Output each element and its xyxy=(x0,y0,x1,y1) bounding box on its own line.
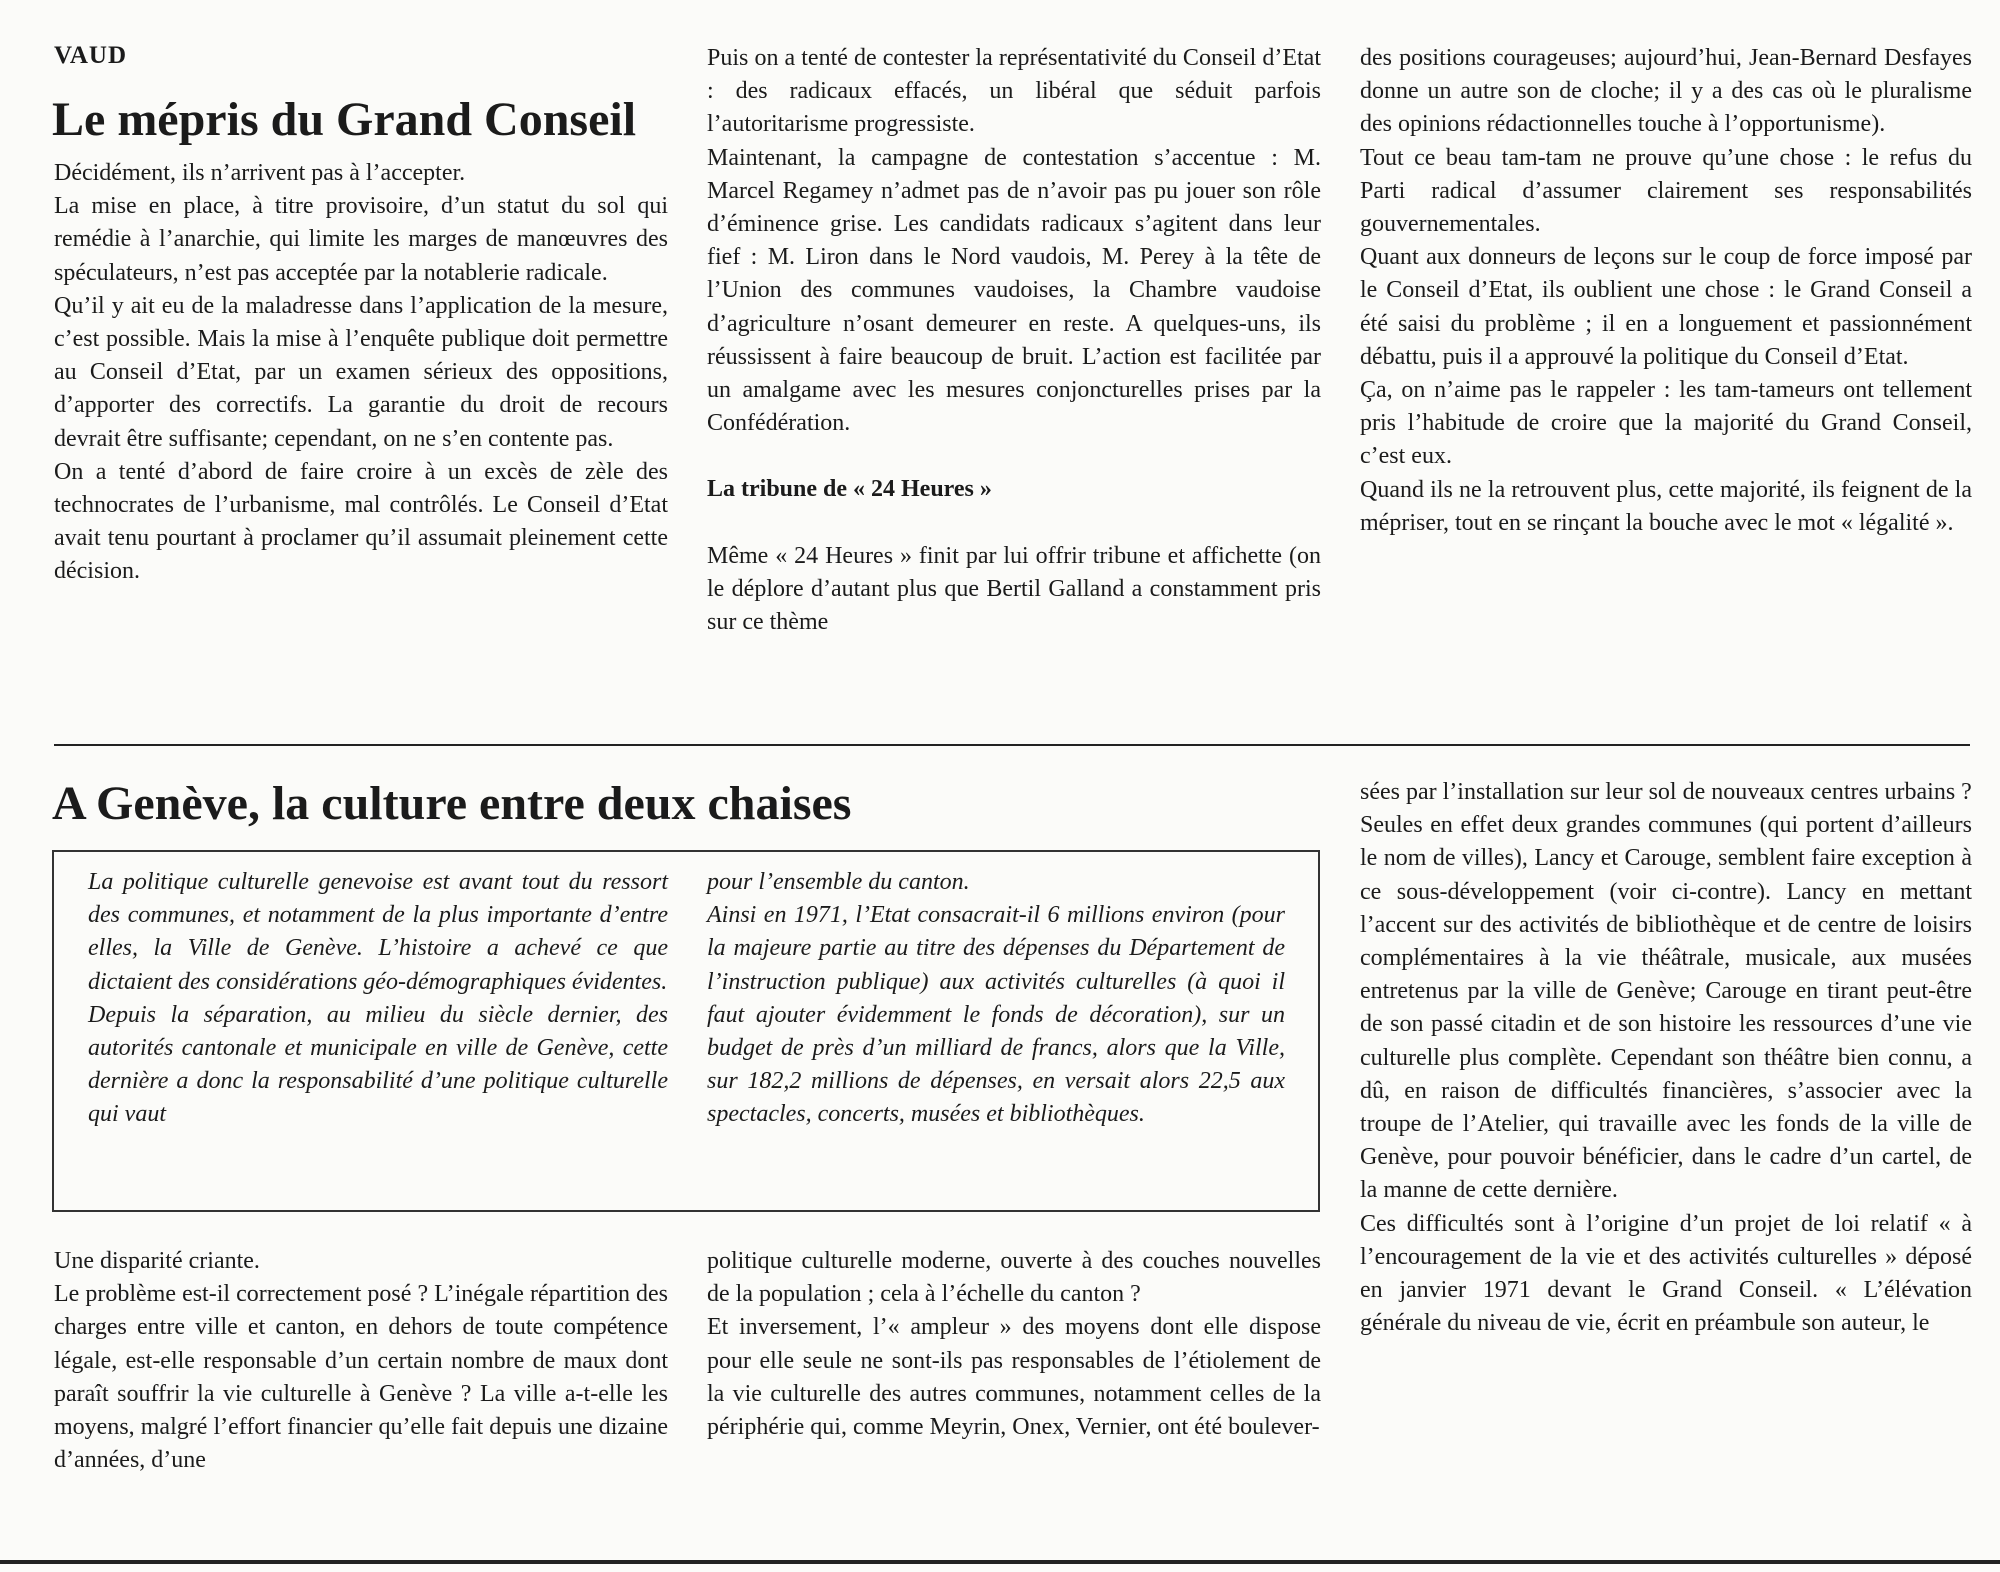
article2-column-3 xyxy=(1360,776,1972,1340)
article2-column-1 xyxy=(54,1245,668,1477)
paragraph: Ces difficultés sont à l’origine d’un projet de loi relatif « à l’encouragement de la vie et des activités culturelles » déposé en janvier 1971 devant le Grand Conseil. « L’élévation générale du niveau de vie, écrit en préambule son auteur, le xyxy=(1360,1210,1972,1337)
paragraph: Maintenant, la campagne de contestation s’accentue : M. Marcel Regamey n’admet pas de n’avoir pas pu jouer son rôle d’éminence grise. Les candidats radicaux s’agitent dans leur fief : M. Liron dans le Nord vaudois, M. Perey à la tête de l’Union des communes vaudoises, la Chambre vaudoise d’agriculture n’osant demeurer en reste. A quelques-uns, ils réussissent à faire beaucoup de bruit. L’action est facilitée par un amalgame avec les mesures conjoncturelles prises par la Confédération. xyxy=(707,144,1321,437)
paragraph: des positions courageuses; aujourd’hui, Jean-Bernard Desfayes donne un autre son de cloche; il y a des cas où le pluralisme des opinions rédactionnelles touche à l’opportunisme). xyxy=(1360,45,1972,138)
paragraph: sées par l’installation sur leur sol de nouveaux centres urbains ? xyxy=(1360,779,1972,805)
paragraph: Depuis la séparation, au milieu du siècle dernier, des autorités cantonale et municipale en ville de Genève, cette dernière a donc la responsabilité d’une politique culturelle qui vaut xyxy=(88,1001,668,1128)
paragraph: Quant aux donneurs de leçons sur le coup de force imposé par le Conseil d’Etat, ils oublient une chose : le Grand Conseil a été saisi du problème ; il en a longuement et passionnément débattu, puis il a approuvé la politique du Conseil d’Etat. xyxy=(1360,244,1972,370)
intro-column-1 xyxy=(88,866,668,1132)
article1-column-2 xyxy=(707,42,1321,639)
article1-column-3 xyxy=(1360,42,1972,540)
paragraph: Quand ils ne la retrouvent plus, cette majorité, ils feignent de la mépriser, tout en se rinçant la bouche avec le mot « légalité ». xyxy=(1360,476,1972,536)
paragraph: pour l’ensemble du canton. xyxy=(707,869,970,895)
article-headline-vaud: Le mépris du Grand Conseil xyxy=(52,93,637,146)
paragraph: Tout ce beau tam-tam ne prouve qu’une chose : le refus du Parti radical d’assumer clairement ses responsabilités gouvernementales. xyxy=(1360,144,1972,238)
section-kicker: VAUD xyxy=(54,42,127,69)
paragraph: Ça, on n’aime pas le rappeler : les tam-tameurs ont tellement pris l’habitude de croire que la majorité du Grand Conseil, c’est eux. xyxy=(1360,377,1972,470)
article2-column-2 xyxy=(707,1245,1321,1444)
paragraph: La mise en place, à titre provisoire, d’un statut du sol qui remédie à l’anarchie, qui limite les marges de manœuvres des spéculateurs, n’est pas acceptée par la notablerie radicale. xyxy=(54,193,668,286)
paragraph: On a tenté d’abord de faire croire à un excès de zèle des technocrates de l’urbanisme, mal contrôlés. Le Conseil d’Etat avait tenu pourtant à proclamer qu’il assumait pleinement cette décision. xyxy=(54,458,668,585)
paragraph: Et inversement, l’« ampleur » des moyens dont elle dispose pour elle seule ne sont-ils pas responsables de l’étiolement de la vie culturelle des autres communes, notamment celles de la périphérie qui, comme Meyrin, Onex, Vernier, ont été boulever- xyxy=(707,1314,1321,1441)
paragraph: Puis on a tenté de contester la représentativité du Conseil d’Etat : des radicaux effacés, un libéral que séduit parfois l’autoritarisme progressiste. xyxy=(707,45,1321,138)
page-bottom-border xyxy=(0,1560,2000,1564)
intro-column-2 xyxy=(707,866,1285,1132)
paragraph: Ainsi en 1971, l’Etat consacrait-il 6 millions environ (pour la majeure partie au titre des dépenses du Département de l’instruction publique) aux activités culturelles (à quoi il faut ajouter évidemment le fonds de décoration), sur un budget de près d’un milliard de francs, alors que la Ville, sur 182,2 millions de dépenses, en versait alors 22,5 aux spectacles, concerts, musées et bibliothèques. xyxy=(707,902,1285,1128)
article-headline-geneve: A Genève, la culture entre deux chaises xyxy=(52,777,852,830)
paragraph: Seules en effet deux grandes communes (qui portent d’ailleurs le nom de villes), Lancy et Carouge, semblent faire exception à ce sous-développement (voir ci-contre). Lancy en mettant l’accent sur des activités de bibliothèque et de centre de loisirs complémentaires à la vie théâtrale, musicale, aux musées entretenus par la ville de Genève; Carouge en tirant peut-être de son passé citadin et de son histoire les ressources d’une vie culturelle plus complète. Cependant son théâtre bien connu, a dû, en raison de difficultés financières, s’associer avec la troupe de l’Atelier, qui travaille avec les fonds de la ville de Genève, pour pouvoir bénéficier, dans le cadre d’un cartel, de la manne de cette dernière. xyxy=(1360,812,1972,1204)
paragraph: Une disparité criante. xyxy=(54,1248,260,1274)
paragraph: La politique culturelle genevoise est avant tout du ressort des communes, et notamment de la plus importante d’entre elles, la Ville de Genève. L’histoire a achevé ce que dictaient des considérations géo-démographiques évidentes. xyxy=(88,869,668,995)
paragraph: politique culturelle moderne, ouverte à des couches nouvelles de la population ; cela à l’échelle du canton ? xyxy=(707,1248,1321,1308)
paragraph: Même « 24 Heures » finit par lui offrir tribune et affichette (on le déplore d’autant plus que Bertil Galland a constamment pris sur ce thème xyxy=(707,542,1321,636)
paragraph: Qu’il y ait eu de la maladresse dans l’application de la mesure, c’est possible. Mais la mise à l’enquête publique doit permettre au Conseil d’Etat, par un examen sérieux des oppositions, d’apporter des correctifs. La garantie du droit de recours devrait être suffisante; cependant, on ne s’en contente pas. xyxy=(54,292,668,452)
section-divider xyxy=(54,744,1970,746)
article1-column-1 xyxy=(54,157,668,589)
subheading: La tribune de « 24 Heures » xyxy=(707,476,992,503)
paragraph: Décidément, ils n’arrivent pas à l’accepter. xyxy=(54,160,466,186)
paragraph: Le problème est-il correctement posé ? L’inégale répartition des charges entre ville et canton, en dehors de toute compétence légale, est-elle responsable d’un certain nombre de maux dont paraît souffrir la vie culturelle à Genève ? La ville a-t-elle les moyens, malgré l’effort financier qu’elle fait depuis une dizaine d’années, d’une xyxy=(54,1281,668,1474)
